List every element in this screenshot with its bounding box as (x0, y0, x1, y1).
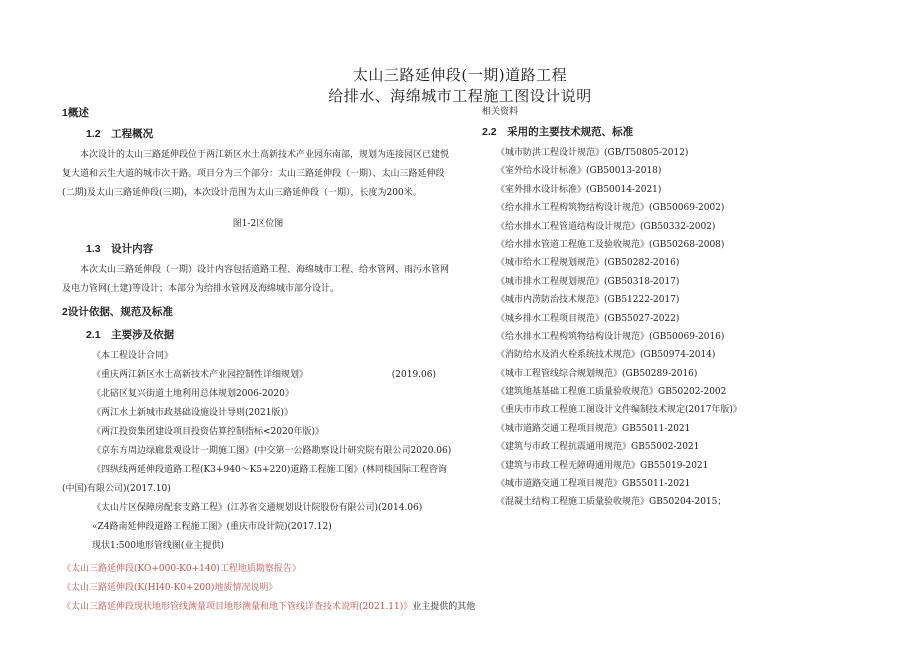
continued-text: 相关资料 (482, 107, 519, 117)
basis-item: 《太山片区保障房配套支路工程》(江苏省交通规划设计院股份有限公司)(2014.06) (92, 503, 423, 513)
section-2-1-heading: 2.1 主要涉及依据 (86, 329, 175, 341)
basis-item: 现状1:500地形管线图(业主提供) (92, 541, 224, 551)
standard-item: 《消防给水及消火栓系统技术规范》(GB50974-2014) (496, 350, 716, 361)
standard-item: 《城市给水工程规划规范》(GB50282-2016) (496, 258, 680, 269)
standard-item: 《给水排水管道工程施工及验收规范》(GB50268-2008) (496, 239, 725, 250)
standard-item: 《给水排水工程构筑物结构设计规范》(GB50069-2016) (496, 331, 725, 342)
basis-item-tail-text: 业主提供的其他 (412, 602, 476, 612)
basis-item: 《两江水土新城市政基础设施设计导则(2021版)》 (92, 408, 293, 418)
basis-item (62, 366, 454, 385)
standard-item: 《室外排水设计标准》(GB50014-2021) (496, 184, 662, 195)
basis-item: 《京东方周边绿廊景观设计一期施工图》(中交第一公路勘察设计研究院有限公司2020.06) (92, 446, 452, 456)
standard-item: 《室外给水设计标准》(GB50013-2018) (496, 166, 662, 177)
section-2-2-heading: 2.2 采用的主要技术规范、标准 (482, 126, 634, 138)
basis-item-date: (2019.06) (391, 370, 436, 380)
standard-item: 《建筑与市政工程无障碍通用规范》GB55019-2021 (496, 460, 709, 471)
document-title-line2: 给排水、海绵城市工程施工图设计说明 (328, 87, 592, 105)
basis-item: 《北碚区复兴街道土地利用总体规划2006-2020》 (92, 389, 294, 399)
basis-item: «Z4路南延伸段道路工程施工图》(重庆市设计院)(2017.12) (92, 522, 332, 532)
standard-item: 《混凝土结构工程施工质量验收规范》GB50204-2015； (496, 497, 727, 508)
section-1-2-paragraph: 本次设计的太山三路延伸段位于两江新区水土高新技术产业园东南部，规划为连接园区已建悦复大道和云生大道的城市次干路。项目分为三个部分：太山三路延伸段（一期）、太山三路延伸段(二期)及太山三路延伸段(三期)，本次设计范围为太山三路延伸段（一期），长度为200米。 (62, 150, 450, 198)
basis-item-highlighted: 《太山三路延伸段(KO+000-K0+140)工程地质勘察报告》 (62, 564, 301, 574)
document-title-line1: 太山三路延伸段(一期)道路工程 (352, 66, 568, 84)
right-column (482, 104, 882, 512)
figure-caption: 图1-2区位图 (232, 219, 284, 229)
basis-item: 《两江投资集团建设项目投资估算控制指标<2020年版)》 (92, 427, 324, 437)
basis-item-highlighted-with-tail (62, 598, 476, 617)
standard-item: 《给水排水工程构筑物结构设计规范》(GB50069-2002) (496, 203, 725, 214)
basis-item-wrapped: 《四纵线两延伸段道路工程(K3+940～K5+220)道路工程施工图》(林同棪国际工程咨询(中国)有限公司)(2017.10) (62, 465, 447, 494)
standard-item: 《城市防洪工程设计规范》(GB/T50805-2012) (496, 148, 689, 158)
standard-item: 《城乡排水工程项目规范》(GB55027-2022) (496, 313, 680, 324)
section-1-3-heading: 1.3 设计内容 (86, 243, 154, 255)
standard-item: 《建筑与市政工程抗震通用规范》GB55002-2021 (496, 442, 700, 453)
standard-item: 《城市道路交通工程项目规范》GB55011-2021 (496, 479, 691, 490)
basis-item-highlighted-text: 《太山三路延伸段现状地形管线测量项目地形测量和地下管线详查技术说明(2021.11)》 (62, 602, 413, 612)
standard-item: 《城市排水工程规划规范》(GB50318-2017) (496, 276, 680, 287)
basis-item-highlighted: 《太山三路延伸段(K(HI40-K0+200)地质情况说明》 (62, 583, 278, 593)
standards-list (482, 144, 882, 512)
section-1-heading: 1概述 (62, 107, 89, 119)
basis-item-text: 《重庆两江新区水土高新技术产业园控制性详细规划》 (92, 370, 309, 380)
left-column (62, 104, 476, 617)
section-1-3-paragraph: 本次太山三路延伸段（一期）设计内容包括道路工程、海绵城市工程、给水管网、雨污水管网及电力管网(土建)等设计；本部分为给排水管网及海绵城市部分设计。 (62, 265, 450, 294)
section-2-heading: 2设计依据、规范及标准 (62, 306, 173, 318)
basis-item: 《本工程设计合同》 (92, 351, 174, 361)
section-1-2-heading: 1.2 工程概况 (86, 128, 154, 140)
standard-item: 《城市工程管线综合规划规范》(GB50289-2016) (496, 368, 698, 379)
standard-item: 《给水排水工程管道结构设计规范》(GB50332-2002) (496, 221, 716, 232)
standard-item: 《建筑地基基础工程施工质量验收规范》GB50202-2002 (496, 387, 727, 398)
standard-item: 《城市道路交通工程项目规范》GB55011-2021 (496, 423, 691, 434)
standard-item: 《城市内涝防治技术规范》(GB51222-2017) (496, 295, 680, 306)
standard-item: 《重庆市市政工程施工图设计文件编制技术规定(2017年版)》 (496, 405, 742, 416)
